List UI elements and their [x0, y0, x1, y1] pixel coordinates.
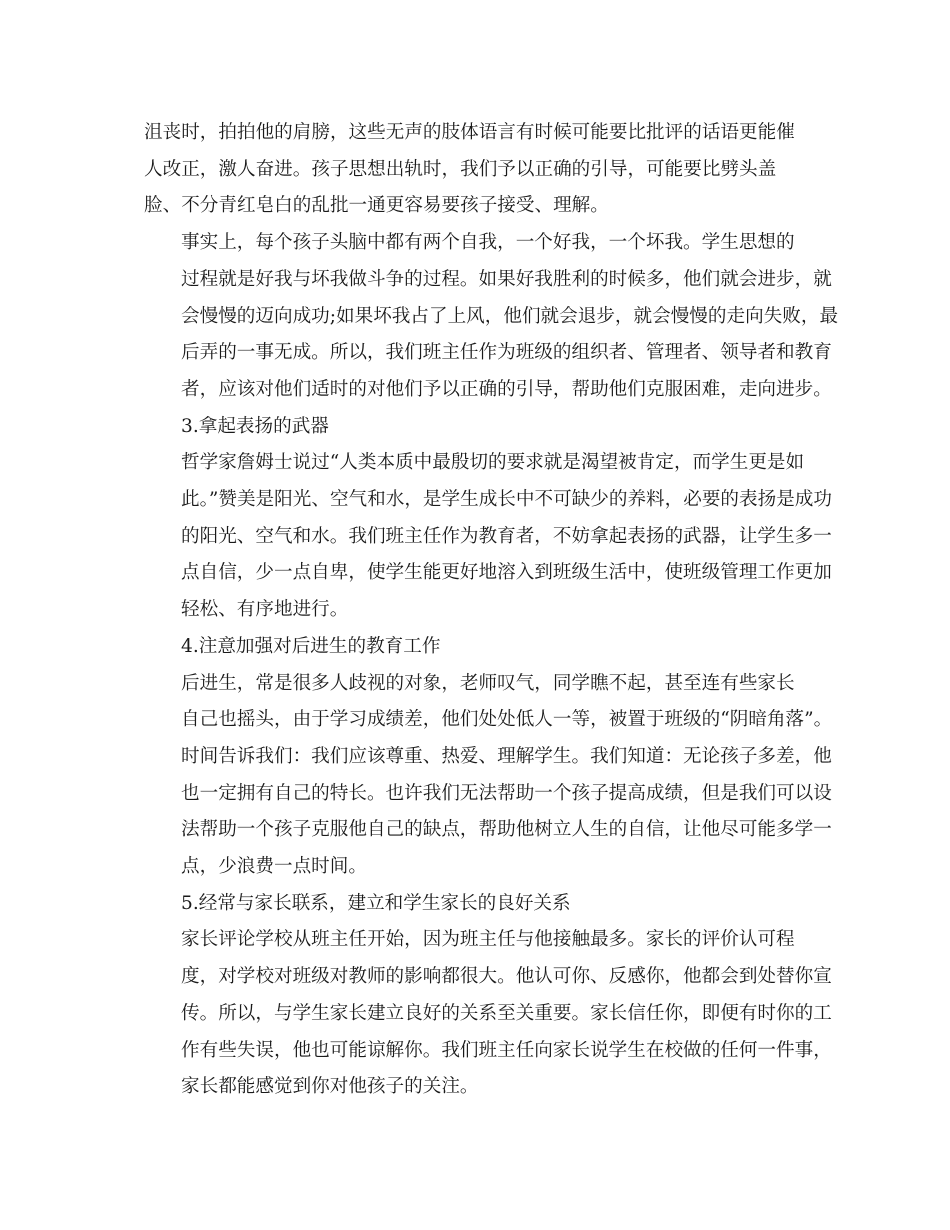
section-heading [144, 629, 809, 666]
text-line: 作有些失误，他也可能谅解你。我们班主任向家长说学生在校做的任何一件事， [181, 1039, 832, 1061]
body-paragraph [144, 445, 832, 629]
text-line: 脸、不分青红皂白的乱批一通更容易要孩子接受、理解。 [144, 195, 609, 217]
text-line: 时间告诉我们：我们应该尊重、热爱、理解学生。我们知道：无论孩子多差，他 [181, 745, 832, 767]
body-paragraph [144, 666, 833, 886]
text-line: 4.注意加强对后进生的教育工作 [181, 635, 441, 657]
document-body [144, 115, 839, 1106]
body-paragraph [144, 922, 832, 1106]
text-line: 轻松、有序地进行。 [181, 599, 349, 621]
text-line: 的阳光、空气和水。我们班主任作为教育者，不妨拿起表扬的武器，让学生多一 [181, 525, 832, 547]
text-line: 也一定拥有自己的特长。也许我们无法帮助一个孩子提高成绩，但是我们可以设 [181, 782, 832, 804]
text-line: 点，少浪费一点时间。 [181, 856, 367, 878]
text-line: 过程就是好我与坏我做斗争的过程。如果好我胜利的时候多，他们就会进步，就 [181, 268, 832, 290]
text-line: 5.经常与家长联系，建立和学生家长的良好关系 [181, 892, 571, 914]
section-heading [144, 409, 809, 446]
text-line: 点自信，少一点自卑，使学生能更好地溶入到班级生活中，使班级管理工作更加 [181, 562, 832, 584]
text-line: 人改正，激人奋进。孩子思想出轨时，我们予以正确的引导，可能要比劈头盖 [144, 158, 777, 180]
text-line: 自己也摇头，由于学习成绩差，他们处处低人一等，被置于班级的“阴暗角落”。 [181, 709, 833, 731]
text-line: 此。”赞美是阳光、空气和水，是学生成长中不可缺少的养料，必要的表扬是成功 [181, 489, 832, 511]
text-line: 度，对学校对班级对教师的影响都很大。他认可你、反感你，他都会到处替你宣 [181, 966, 832, 988]
text-line: 家长都能感觉到你对他孩子的关注。 [181, 1076, 479, 1098]
continued-paragraph [144, 115, 809, 225]
text-line: 沮丧时，拍拍他的肩膀，这些无声的肢体语言有时候可能要比批评的话语更能催 [144, 122, 795, 143]
text-line: 后弄的一事无成。所以，我们班主任作为班级的组织者、管理者、领导者和教育 [181, 342, 832, 364]
text-line: 后进生，常是很多人歧视的对象，老师叹气，同学瞧不起，甚至连有些家长 [181, 672, 795, 694]
text-line: 法帮助一个孩子克服他自己的缺点，帮助他树立人生的自信，让他尽可能多学一 [181, 819, 832, 841]
text-line: 家长评论学校从班主任开始，因为班主任与他接触最多。家长的评价认可程 [181, 929, 795, 951]
section-heading [144, 886, 809, 923]
text-line: 会慢慢的迈向成功;如果坏我占了上风，他们就会退步，就会慢慢的走向失败，最 [181, 305, 839, 327]
text-line: 传。所以，与学生家长建立良好的关系至关重要。家长信任你，即便有时你的工 [181, 1002, 832, 1024]
text-line: 事实上，每个孩子头脑中都有两个自我，一个好我，一个坏我。学生思想的 [181, 232, 795, 254]
body-paragraph [144, 225, 839, 409]
text-line: 者，应该对他们适时的对他们予以正确的引导，帮助他们克服困难，走向进步。 [181, 378, 832, 400]
text-line: 3.拿起表扬的武器 [181, 415, 329, 437]
text-line: 哲学家詹姆士说过“人类本质中最殷切的要求就是渴望被肯定，而学生更是如 [181, 452, 805, 474]
